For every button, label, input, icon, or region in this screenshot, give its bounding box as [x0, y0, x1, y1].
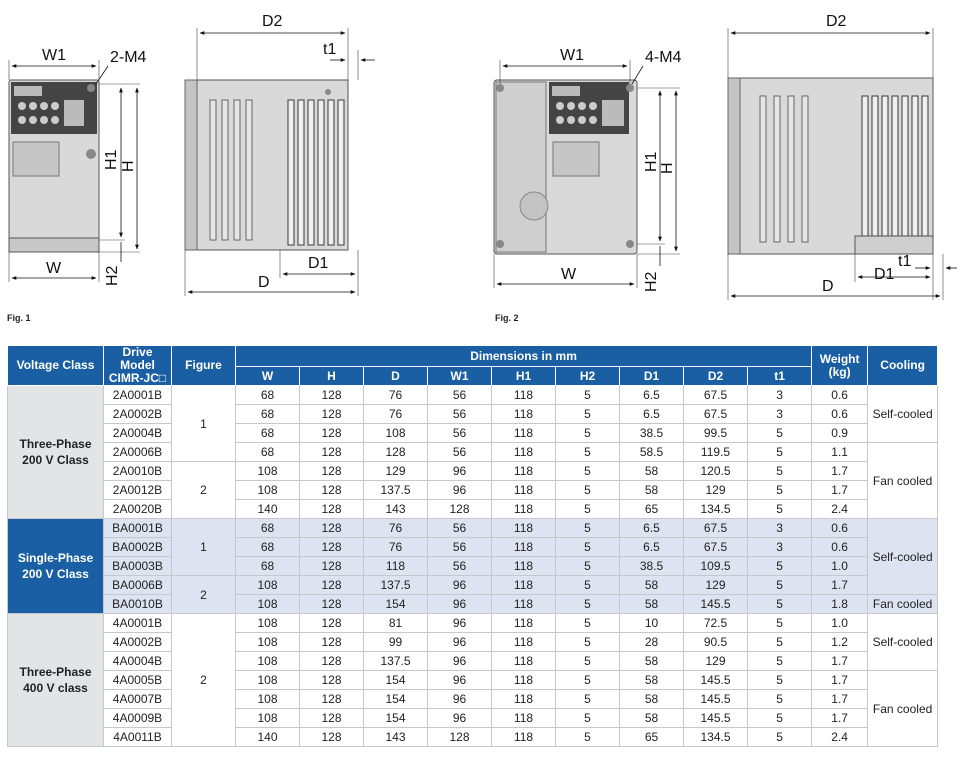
dimension-cell: 108: [236, 614, 300, 633]
dimension-cell: 118: [492, 595, 556, 614]
weight-cell: 0.6: [812, 538, 868, 557]
dimension-cell: 143: [364, 500, 428, 519]
dimension-cell: 128: [428, 728, 492, 747]
dimension-cell: 118: [492, 709, 556, 728]
dimension-cell: 5: [748, 576, 812, 595]
dimension-cell: 58: [620, 595, 684, 614]
drive-model-cell: 4A0001B: [104, 614, 172, 633]
drive-model-cell: BA0010B: [104, 595, 172, 614]
dimension-cell: 145.5: [684, 595, 748, 614]
header-dim-h: H: [300, 367, 364, 386]
fig2-d-label: D: [822, 278, 834, 295]
dimension-cell: 5: [556, 424, 620, 443]
fig1-side-view: [185, 80, 348, 250]
dimension-cell: 5: [556, 671, 620, 690]
dimension-cell: 118: [492, 728, 556, 747]
dimension-cell: 3: [748, 386, 812, 405]
drive-model-cell: 2A0004B: [104, 424, 172, 443]
dimension-cell: 118: [492, 386, 556, 405]
dimension-cell: 119.5: [684, 443, 748, 462]
dimension-cell: 68: [236, 557, 300, 576]
dimension-cell: 5: [748, 728, 812, 747]
dimensions-table: [7, 345, 938, 747]
dimension-cell: 128: [300, 424, 364, 443]
dimension-cell: 154: [364, 690, 428, 709]
dimension-cell: 3: [748, 519, 812, 538]
fig1-screws-label: 2-M4: [110, 49, 147, 66]
dimension-cell: 76: [364, 519, 428, 538]
weight-cell: 0.6: [812, 519, 868, 538]
weight-cell: 2.4: [812, 728, 868, 747]
drive-model-cell: 4A0007B: [104, 690, 172, 709]
dimension-cell: 5: [556, 595, 620, 614]
dimension-cell: 5: [556, 538, 620, 557]
fig1-front-view: [9, 80, 99, 252]
dimension-cell: 5: [556, 519, 620, 538]
weight-cell: 1.8: [812, 595, 868, 614]
dimension-cell: 68: [236, 519, 300, 538]
dimension-cell: 5: [556, 405, 620, 424]
cooling-cell: Self-cooled: [868, 386, 938, 443]
table-row: [8, 443, 938, 462]
dimension-cell: 5: [556, 690, 620, 709]
dimension-cell: 5: [556, 576, 620, 595]
table-row: [8, 690, 938, 709]
figure-cell: 2: [172, 462, 236, 519]
dimension-cell: 145.5: [684, 709, 748, 728]
fig1-d2-label: D2: [262, 13, 283, 30]
dimension-cell: 5: [748, 557, 812, 576]
dimension-cell: 58: [620, 481, 684, 500]
dimension-cell: 134.5: [684, 728, 748, 747]
table-row: [8, 671, 938, 690]
dimension-cell: 108: [236, 690, 300, 709]
dimension-cell: 3: [748, 538, 812, 557]
dimension-cell: 58: [620, 690, 684, 709]
dimension-cell: 118: [492, 405, 556, 424]
fig2-d1-label: D1: [874, 266, 895, 283]
dimension-cell: 67.5: [684, 519, 748, 538]
voltage-class-cell: Three-Phase 400 V class: [8, 614, 104, 747]
drive-model-cell: 2A0006B: [104, 443, 172, 462]
drive-model-cell: 2A0002B: [104, 405, 172, 424]
drive-model-cell: 2A0010B: [104, 462, 172, 481]
dimension-cell: 56: [428, 538, 492, 557]
dimension-cell: 6.5: [620, 519, 684, 538]
table-row: [8, 728, 938, 747]
table-row: [8, 538, 938, 557]
header-figure: Figure: [172, 346, 236, 386]
dimension-cell: 118: [492, 462, 556, 481]
weight-cell: 0.6: [812, 405, 868, 424]
dimension-cell: 137.5: [364, 576, 428, 595]
dimension-cell: 5: [556, 633, 620, 652]
drive-model-cell: BA0003B: [104, 557, 172, 576]
fig2-w1-label: W1: [560, 47, 584, 64]
dimension-cell: 99: [364, 633, 428, 652]
dimension-cell: 143: [364, 728, 428, 747]
dimension-cell: 154: [364, 709, 428, 728]
dimension-cell: 118: [492, 614, 556, 633]
dimension-cell: 128: [300, 595, 364, 614]
dimension-cell: 128: [300, 614, 364, 633]
dimension-cell: 118: [492, 443, 556, 462]
dimension-cell: 118: [492, 424, 556, 443]
dimension-cell: 118: [492, 690, 556, 709]
dimension-cell: 5: [556, 652, 620, 671]
dimension-cell: 58: [620, 709, 684, 728]
dimension-cell: 128: [300, 462, 364, 481]
weight-cell: 1.1: [812, 443, 868, 462]
fig2-d2-label: D2: [826, 13, 847, 30]
cooling-cell: Fan cooled: [868, 595, 938, 614]
dimension-cell: 5: [748, 443, 812, 462]
dimension-cell: 67.5: [684, 538, 748, 557]
dimension-cell: 128: [300, 557, 364, 576]
fig2-front-view: [494, 80, 637, 254]
fig1-d1-label: D1: [308, 255, 329, 272]
dimension-cell: 118: [492, 500, 556, 519]
drive-model-cell: 2A0012B: [104, 481, 172, 500]
dimension-cell: 118: [492, 557, 556, 576]
dimension-cell: 108: [236, 671, 300, 690]
dimension-cell: 128: [300, 500, 364, 519]
dimension-cell: 134.5: [684, 500, 748, 519]
dimension-cell: 58: [620, 462, 684, 481]
drive-model-cell: 2A0020B: [104, 500, 172, 519]
figure-cell: 2: [172, 576, 236, 614]
dimension-cell: 96: [428, 595, 492, 614]
dimension-cell: 118: [492, 538, 556, 557]
dimension-cell: 154: [364, 671, 428, 690]
dimension-cell: 5: [748, 690, 812, 709]
dimension-cell: 68: [236, 405, 300, 424]
header-dim-w: W: [236, 367, 300, 386]
dimension-cell: 109.5: [684, 557, 748, 576]
dimension-cell: 81: [364, 614, 428, 633]
weight-cell: 1.0: [812, 557, 868, 576]
dimension-cell: 108: [236, 462, 300, 481]
dimension-cell: 108: [236, 709, 300, 728]
table-row: [8, 709, 938, 728]
dimension-cell: 90.5: [684, 633, 748, 652]
weight-cell: 1.7: [812, 709, 868, 728]
dimension-cell: 96: [428, 633, 492, 652]
dimension-cell: 68: [236, 386, 300, 405]
voltage-class-cell: Single-Phase 200 V Class: [8, 519, 104, 614]
dimension-cell: 118: [492, 519, 556, 538]
header-dim-h2: H2: [556, 367, 620, 386]
dimension-cell: 67.5: [684, 405, 748, 424]
dimension-cell: 58: [620, 671, 684, 690]
cooling-cell: Self-cooled: [868, 519, 938, 595]
dimension-cell: 5: [748, 709, 812, 728]
dimension-cell: 56: [428, 443, 492, 462]
header-dim-h1: H1: [492, 367, 556, 386]
dimension-cell: 128: [300, 576, 364, 595]
dimension-cell: 5: [556, 462, 620, 481]
dimension-drawings: [0, 0, 960, 340]
dimension-cell: 5: [556, 386, 620, 405]
dimension-cell: 96: [428, 709, 492, 728]
dimension-cell: 76: [364, 386, 428, 405]
fig2-caption: Fig. 2: [495, 313, 519, 323]
dimension-cell: 145.5: [684, 671, 748, 690]
fig2-t1-label: t1: [898, 253, 912, 270]
dimension-cell: 128: [300, 709, 364, 728]
fig1-h1-label: H1: [103, 149, 120, 170]
dimension-cell: 6.5: [620, 386, 684, 405]
figure-cell: 2: [172, 614, 236, 747]
dimension-cell: 56: [428, 557, 492, 576]
dimension-cell: 154: [364, 595, 428, 614]
dimension-cell: 99.5: [684, 424, 748, 443]
dimension-cell: 5: [556, 481, 620, 500]
dimension-cell: 10: [620, 614, 684, 633]
weight-cell: 1.7: [812, 652, 868, 671]
table-row: [8, 633, 938, 652]
dimension-cell: 96: [428, 481, 492, 500]
table-row: [8, 595, 938, 614]
dimension-cell: 145.5: [684, 690, 748, 709]
header-cooling: Cooling: [868, 346, 938, 386]
dimension-cell: 129: [684, 481, 748, 500]
weight-cell: 0.6: [812, 386, 868, 405]
dimension-cell: 68: [236, 424, 300, 443]
dimension-cell: 108: [236, 595, 300, 614]
dimension-cell: 128: [300, 690, 364, 709]
dimension-cell: 118: [492, 671, 556, 690]
header-dim-d1: D1: [620, 367, 684, 386]
dimension-cell: 56: [428, 424, 492, 443]
table-row: [8, 481, 938, 500]
fig1-h-label: H: [120, 160, 137, 172]
dimension-cell: 140: [236, 728, 300, 747]
dimension-cell: 128: [300, 519, 364, 538]
dimension-cell: 5: [748, 652, 812, 671]
header-dim-w1: W1: [428, 367, 492, 386]
fig1-t1-label: t1: [323, 41, 337, 58]
table-row: [8, 500, 938, 519]
header-dim-d2: D2: [684, 367, 748, 386]
weight-cell: 1.7: [812, 671, 868, 690]
fig1-caption: Fig. 1: [7, 313, 31, 323]
drive-model-cell: 4A0005B: [104, 671, 172, 690]
dimension-cell: 68: [236, 538, 300, 557]
dimension-cell: 67.5: [684, 386, 748, 405]
table-row: [8, 386, 938, 405]
fig1-w1-label: W1: [42, 47, 66, 64]
drive-model-cell: 4A0002B: [104, 633, 172, 652]
drive-model-cell: 4A0009B: [104, 709, 172, 728]
dimension-cell: 5: [748, 424, 812, 443]
dimension-cell: 5: [748, 633, 812, 652]
dimension-cell: 6.5: [620, 538, 684, 557]
dimension-cell: 129: [684, 652, 748, 671]
dimension-cell: 5: [748, 671, 812, 690]
dimension-cell: 38.5: [620, 424, 684, 443]
dimension-cell: 76: [364, 538, 428, 557]
dimension-cell: 56: [428, 386, 492, 405]
dimension-cell: 118: [492, 652, 556, 671]
dimension-cell: 96: [428, 614, 492, 633]
header-dimensions: Dimensions in mm: [236, 346, 812, 367]
dimension-cell: 5: [556, 614, 620, 633]
dimension-cell: 128: [300, 633, 364, 652]
dimension-cell: 128: [300, 538, 364, 557]
dimension-cell: 128: [300, 671, 364, 690]
dimension-cell: 128: [428, 500, 492, 519]
dimension-cell: 5: [748, 481, 812, 500]
table-row: [8, 462, 938, 481]
dimension-cell: 5: [556, 557, 620, 576]
dimension-cell: 96: [428, 671, 492, 690]
fig1-w-label: W: [46, 260, 62, 277]
weight-cell: 1.7: [812, 576, 868, 595]
header-drive-model: Drive Model CIMR-JC□: [104, 346, 172, 386]
dimension-cell: 76: [364, 405, 428, 424]
dimension-cell: 128: [300, 728, 364, 747]
dimension-cell: 96: [428, 462, 492, 481]
dimension-cell: 96: [428, 690, 492, 709]
dimension-cell: 65: [620, 728, 684, 747]
header-voltage-class: Voltage Class: [8, 346, 104, 386]
fig2-screws-label: 4-M4: [645, 49, 682, 66]
dimension-cell: 5: [748, 595, 812, 614]
weight-cell: 1.7: [812, 481, 868, 500]
dimension-cell: 5: [556, 728, 620, 747]
dimension-cell: 118: [492, 576, 556, 595]
drive-model-cell: 4A0004B: [104, 652, 172, 671]
weight-cell: 1.0: [812, 614, 868, 633]
dimension-cell: 65: [620, 500, 684, 519]
dimension-cell: 5: [556, 500, 620, 519]
figure-cell: 1: [172, 386, 236, 462]
dimension-cell: 128: [300, 652, 364, 671]
dimension-cell: 5: [556, 443, 620, 462]
drive-model-cell: BA0002B: [104, 538, 172, 557]
dimension-cell: 128: [300, 443, 364, 462]
fig2-h-label: H: [659, 162, 676, 174]
table-row: [8, 405, 938, 424]
dimension-cell: 118: [492, 633, 556, 652]
dimension-cell: 129: [364, 462, 428, 481]
dimension-cell: 137.5: [364, 481, 428, 500]
dimension-cell: 3: [748, 405, 812, 424]
drive-model-cell: 2A0001B: [104, 386, 172, 405]
dimension-cell: 108: [236, 576, 300, 595]
dimension-cell: 108: [236, 652, 300, 671]
dimension-cell: 5: [748, 614, 812, 633]
dimension-cell: 128: [300, 386, 364, 405]
dimension-cell: 5: [748, 462, 812, 481]
dimension-cell: 5: [556, 709, 620, 728]
dimension-cell: 56: [428, 519, 492, 538]
dimension-cell: 120.5: [684, 462, 748, 481]
dimension-cell: 56: [428, 405, 492, 424]
cooling-cell: Fan cooled: [868, 671, 938, 747]
dimension-cell: 108: [364, 424, 428, 443]
voltage-class-cell: Three-Phase 200 V Class: [8, 386, 104, 519]
header-dim-d: D: [364, 367, 428, 386]
weight-cell: 1.2: [812, 633, 868, 652]
dimension-cell: 58: [620, 576, 684, 595]
dimension-cell: 68: [236, 443, 300, 462]
fig1-h2-label: H2: [104, 265, 121, 286]
weight-cell: 1.7: [812, 462, 868, 481]
table-row: [8, 614, 938, 633]
drive-model-cell: 4A0011B: [104, 728, 172, 747]
dimension-cell: 38.5: [620, 557, 684, 576]
cooling-cell: Fan cooled: [868, 443, 938, 519]
dimension-cell: 128: [300, 481, 364, 500]
dimension-cell: 72.5: [684, 614, 748, 633]
fig2-h2-label: H2: [643, 271, 660, 292]
dimension-cell: 118: [492, 481, 556, 500]
drive-model-cell: BA0006B: [104, 576, 172, 595]
fig1-d-label: D: [258, 274, 270, 291]
cooling-cell: Self-cooled: [868, 614, 938, 671]
weight-cell: 0.9: [812, 424, 868, 443]
table-row: [8, 557, 938, 576]
table-row: [8, 652, 938, 671]
dimension-cell: 96: [428, 576, 492, 595]
weight-cell: 1.7: [812, 690, 868, 709]
dimension-cell: 108: [236, 633, 300, 652]
dimension-cell: 58: [620, 652, 684, 671]
fig2-side-view: [728, 78, 933, 254]
weight-cell: 2.4: [812, 500, 868, 519]
figure-cell: 1: [172, 519, 236, 576]
dimension-cell: 140: [236, 500, 300, 519]
table-row: [8, 519, 938, 538]
dimension-cell: 6.5: [620, 405, 684, 424]
dimension-cell: 118: [364, 557, 428, 576]
table-row: [8, 424, 938, 443]
dimension-cell: 108: [236, 481, 300, 500]
dimension-cell: 128: [300, 405, 364, 424]
dimension-cell: 129: [684, 576, 748, 595]
header-weight: Weight (kg): [812, 346, 868, 386]
drive-model-cell: BA0001B: [104, 519, 172, 538]
dimension-cell: 5: [748, 500, 812, 519]
dimension-cell: 128: [364, 443, 428, 462]
dimension-cell: 58.5: [620, 443, 684, 462]
table-row: [8, 576, 938, 595]
dimension-cell: 137.5: [364, 652, 428, 671]
fig2-h1-label: H1: [643, 151, 660, 172]
dimension-cell: 28: [620, 633, 684, 652]
fig2-w-label: W: [561, 266, 577, 283]
header-dim-t1: t1: [748, 367, 812, 386]
dimension-cell: 96: [428, 652, 492, 671]
